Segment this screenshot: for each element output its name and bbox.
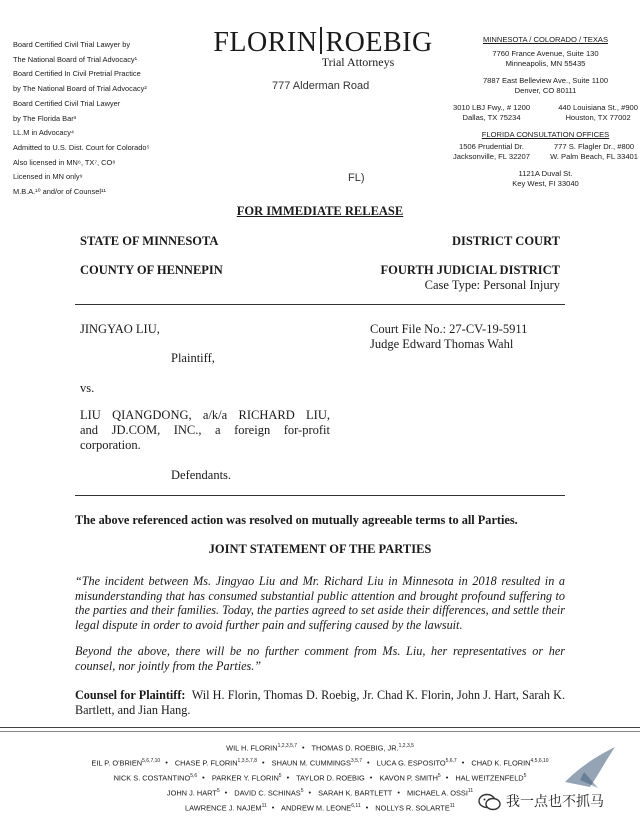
credential-line: Board Certified Civil Trial Lawyer by xyxy=(13,40,131,49)
attorney-credentials xyxy=(13,38,213,200)
roster-name: CHASE P. FLORIN xyxy=(174,758,238,768)
defendant-line3: corporation. xyxy=(80,438,141,452)
credential-line: LL.M in Advocacy⁴ xyxy=(13,128,75,138)
wechat-logo-icon xyxy=(478,793,502,811)
caption-state: STATE OF MINNESOTA xyxy=(80,234,219,248)
roster-name: SHAUN M. CUMMINGS xyxy=(271,758,351,768)
counsel-label: Counsel for Plaintiff: xyxy=(75,688,186,702)
roster-sup: 11 xyxy=(467,788,474,794)
defendant-line1: LIU QIANGDONG, a/k/a RICHARD LIU, xyxy=(80,408,330,422)
roster-row: NICK S. COSTANTINO$^{5,6}$ • PARKER Y. FLORIN$^5$ • TAYLOR D. ROEBIG • KAVON P. SMITH$^5$ • HAL WEITZENFELD$^5$ xyxy=(113,773,527,783)
firm-logo xyxy=(198,27,448,70)
roster-name: DAVID C. SCHINAS xyxy=(234,788,301,798)
office-mn-line1: 7760 France Avenue, Suite 130 xyxy=(492,49,599,58)
office-jacksonville xyxy=(453,142,530,162)
office-houston xyxy=(558,103,638,123)
joint-statement-body xyxy=(75,574,565,686)
roster-name: TAYLOR D. ROEBIG xyxy=(296,773,365,783)
office-key-west-line2: Key West, FI 33040 xyxy=(512,179,579,188)
caption-case-type: Case Type: Personal Injury xyxy=(424,278,560,292)
credential-line: M.B.A.¹⁰ and/or of Counsel¹¹ xyxy=(13,187,106,197)
office-heading-mn-co-tx: MINNESOTA / COLORADO / TEXAS xyxy=(482,35,609,44)
roster-sup: 3,5,7 xyxy=(350,758,363,764)
roster-name: HAL WEITZENFELD xyxy=(455,773,524,783)
office-houston-line1: 440 Louisiana St., #900 xyxy=(558,103,638,112)
partial-address-line: 777 Alderman Road xyxy=(272,80,370,92)
plaintiff-name: JINGYAO LIU, xyxy=(80,322,160,336)
roster-sup: 4,5,6,10 xyxy=(530,758,549,764)
logo-divider xyxy=(320,27,322,54)
roster-name: NICK S. COSTANTINO xyxy=(113,773,191,783)
credential-line: by The National Board of Trial Advocacy² xyxy=(13,84,147,94)
credential-line: Also licensed in MN⁶, TX⁷, CO⁸ xyxy=(13,157,116,167)
office-west-palm-line1: 777 S. Flagler Dr., #800 xyxy=(553,142,635,151)
footer-top-rule xyxy=(0,727,640,728)
roster-name: WIL H. FLORIN xyxy=(226,743,278,753)
office-locations xyxy=(453,35,638,189)
roster-sup: 5,6,7,10 xyxy=(142,758,161,764)
roster-sup: 1,3,5,7,8 xyxy=(237,758,258,764)
roster-row: JOHN J. HART$^5$ • DAVID C. SCHINAS$^5$ • SARAH K. BARTLETT • MICHAEL A. OSSI$^{11}$ xyxy=(166,788,474,798)
roster-name: SARAH K. BARTLETT xyxy=(318,788,393,798)
office-jacksonville-line2: Jacksonville, FL 32207 xyxy=(453,152,530,161)
resolution-notice: The above referenced action was resolved on mutually agreeable terms to all Parties. xyxy=(75,513,518,527)
roster-name: JOHN J. HART xyxy=(166,788,217,798)
partial-address-suffix: FL) xyxy=(348,172,365,184)
credential-line: Board Certified In Civil Pretrial Practice xyxy=(13,69,141,79)
roster-sup: 1,2,3,5,7 xyxy=(277,743,298,749)
court-file-number: Court File No.: 27-CV-19-5911 xyxy=(370,322,528,336)
office-key-west-line1: 1121A Duval St. xyxy=(518,169,573,178)
roster-sup: 1,2,3,5 xyxy=(398,743,414,749)
office-houston-line2: Houston, TX 77002 xyxy=(565,113,631,122)
roster-sup: 5 xyxy=(300,788,304,794)
roster-name: MICHAEL A. OSSI xyxy=(406,788,468,798)
judge-name: Judge Edward Thomas Wahl xyxy=(370,337,514,351)
versus: vs. xyxy=(80,381,95,395)
roster-sup: 11 xyxy=(449,803,455,809)
footer-top-rule-thin xyxy=(0,731,640,732)
statement-paragraph-2: Beyond the above, there will be no further comment from Ms. Liu, her representatives or her counsel, nor jointly from the Parties.” xyxy=(75,644,565,673)
firm-subtitle: Trial Attorneys xyxy=(321,55,395,69)
caption-bottom-rule xyxy=(75,495,565,496)
roster-sup: 5 xyxy=(523,773,527,779)
office-dallas-line1: 3010 LBJ Fwy., # 1200 xyxy=(453,103,531,112)
roster-sup: 6,11 xyxy=(351,803,361,809)
caption-district: FOURTH JUDICIAL DISTRICT xyxy=(380,263,560,277)
roster-sup: 5 xyxy=(437,773,441,779)
watermark-text: 我一点也不抓马 xyxy=(506,794,604,810)
firm-name-left: FLORIN xyxy=(213,27,318,58)
caption-county: COUNTY OF HENNEPIN xyxy=(80,263,223,277)
statement-paragraph-1: “The incident between Ms. Jingyao Liu and Mr. Richard Liu in Minnesota in 2018 resulted in a misunderstanding that has consumed substantial public attention and brought profound suffering to the parties and their families. Today, the parties agreed to set aside their differences, and settle their legal dispute in order to avoid further pain and suffering caused by the lawsuit. xyxy=(75,574,565,632)
office-co-line2: Denver, CO 80111 xyxy=(514,86,577,95)
roster-name: EIL P. O'BRIEN xyxy=(91,758,143,768)
office-tx-row xyxy=(453,103,638,123)
joint-statement-heading: JOINT STATEMENT OF THE PARTIES xyxy=(208,542,432,556)
credential-line: The National Board of Trial Advocacy¹ xyxy=(13,54,138,64)
roster-name: NOLLYS R. SOLARTE xyxy=(375,803,450,813)
roster-row: EIL P. O'BRIEN$^{5,6,7,10}$ • CHASE P. FLORIN$^{1,3,5,7,8}$ • SHAUN M. CUMMINGS$^{3,5,7}$ • LUCA G. ESPOSITO$^{5,6,7}$ • CHAD K. FLORIN$^{4,5,6,10}$ xyxy=(91,758,549,768)
office-dallas-line2: Dallas, TX 75234 xyxy=(462,113,521,122)
plaintiff-role: Plaintiff, xyxy=(171,351,215,365)
credential-line: Board Certified Civil Trial Lawyer xyxy=(13,98,121,108)
defendant-line2: and JD.COM, INC., a foreign for-profit xyxy=(80,423,330,437)
roster-sup: 5 xyxy=(216,788,220,794)
roster-sup: 5,6 xyxy=(190,773,198,779)
defendant-role: Defendants. xyxy=(171,468,232,482)
office-co-line1: 7887 East Belleview Ave., Suite 1100 xyxy=(482,76,609,85)
caption-top-rule xyxy=(75,304,565,305)
office-mn-line2: Minneapolis, MN 55435 xyxy=(505,59,586,68)
credential-line: Licensed in MN only⁹ xyxy=(13,172,83,182)
roster-name: LAWRENCE J. NAJEM xyxy=(185,803,262,813)
release-heading: FOR IMMEDIATE RELEASE xyxy=(236,204,404,218)
roster-sup: 5,6,7 xyxy=(445,758,457,764)
marlin-emblem-icon xyxy=(560,742,620,792)
roster-row: LAWRENCE J. NAJEM$^{11}$ • ANDREW M. LEONE$^{6,11}$ • NOLLYS R. SOLARTE$^{11}$ xyxy=(185,803,455,813)
firm-name-right: ROEBIG xyxy=(325,27,433,58)
caption-court: DISTRICT COURT xyxy=(451,234,560,248)
roster-sup: 5 xyxy=(278,773,282,779)
roster-name: KAVON P. SMITH xyxy=(379,773,438,783)
roster-name: THOMAS D. ROEBIG, JR. xyxy=(311,743,399,753)
office-jacksonville-line1: 1506 Prudential Dr. xyxy=(458,142,524,151)
office-west-palm xyxy=(550,142,638,162)
office-west-palm-line2: W. Palm Beach, FL 33401 xyxy=(550,152,638,161)
counsel-for-plaintiff xyxy=(75,688,565,717)
credential-line: by The Florida Bar³ xyxy=(13,113,77,123)
roster-name: LUCA G. ESPOSITO xyxy=(376,758,446,768)
credential-line: Admitted to U.S. Dist. Court for Colorado⁵ xyxy=(13,142,150,152)
office-fl-row xyxy=(453,142,638,162)
roster-name: ANDREW M. LEONE xyxy=(281,803,352,813)
roster-name: PARKER Y. FLORIN xyxy=(211,773,279,783)
roster-name: CHAD K. FLORIN xyxy=(471,758,531,768)
office-heading-fl: FLORIDA CONSULTATION OFFICES xyxy=(481,130,610,139)
roster-sup: 11 xyxy=(261,803,267,809)
office-dallas xyxy=(453,103,530,123)
counsel-names: Wil H. Florin, Thomas D. Roebig, Jr. Chad K. Florin, John J. Hart, Sarah K. Bartlett, and Jian Hang. xyxy=(75,688,565,717)
roster-row: WIL H. FLORIN$^{1,2,3,5,7}$ • THOMAS D. ROEBIG, JR.$^{1,2,3,5}$ xyxy=(226,743,414,753)
